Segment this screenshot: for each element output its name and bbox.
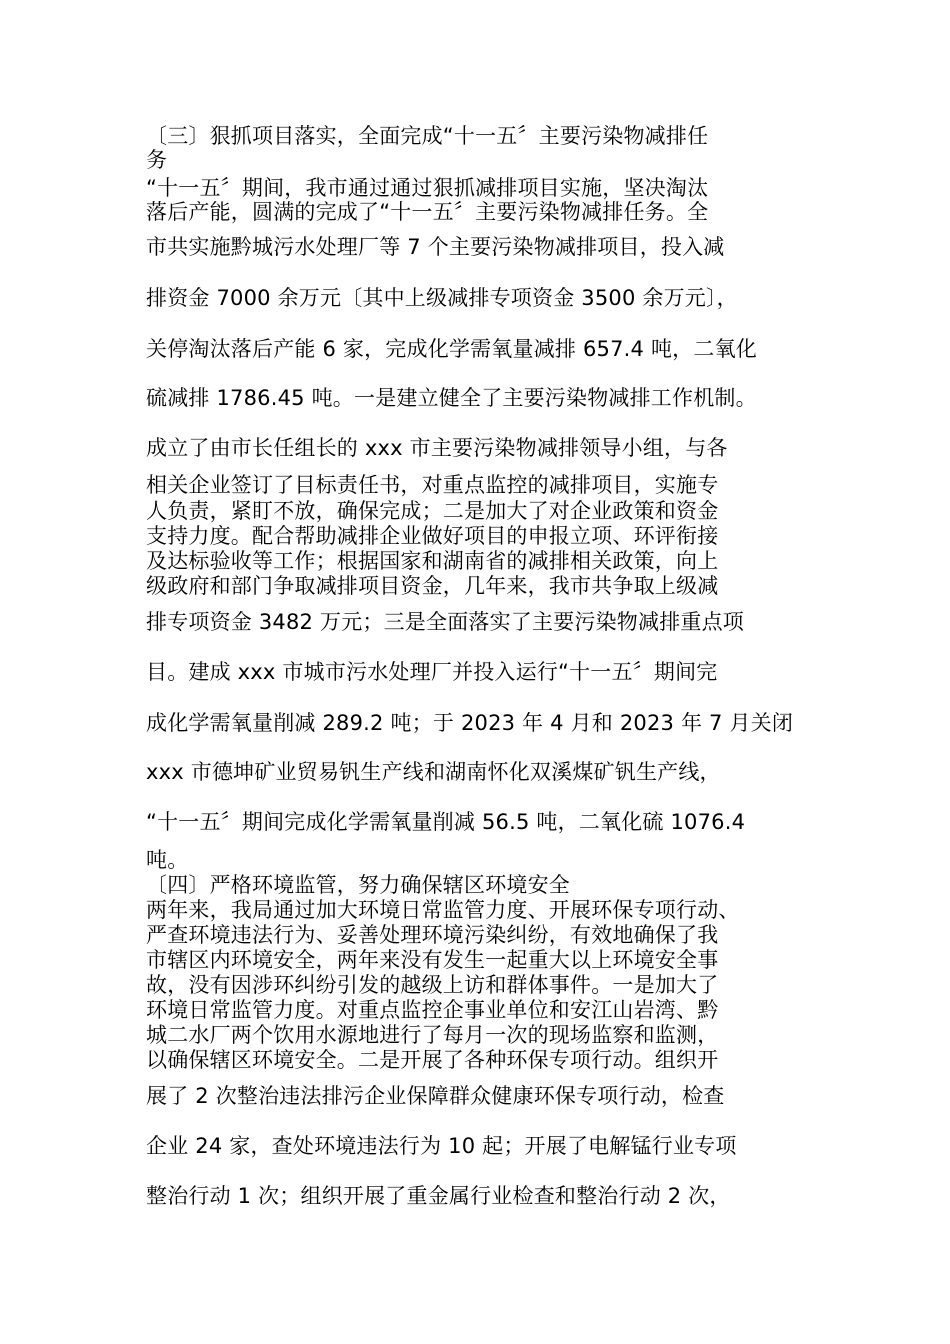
section-heading-3-continued: 务 — [146, 148, 168, 172]
paragraph-line: 级政府和部门争取减排项目资金，几年来，我市共争取上级减 — [146, 574, 719, 598]
paragraph-line: 人负责，紧盯不放，确保完成；二是加大了对企业政策和资金 — [146, 499, 719, 523]
paragraph-line: 硫减排 1786.45 吨。一是建立健全了主要污染物减排工作机制。 — [146, 386, 757, 410]
paragraph-line: 成化学需氧量削减 289.2 吨；于 2023 年 4 月和 2023 年 7 月关闭 — [146, 711, 794, 735]
paragraph-line: 吨。 — [146, 848, 189, 872]
paragraph-line: 相关企业签订了目标责任书，对重点监控的减排项目，实施专 — [146, 473, 719, 497]
paragraph-line: 故，没有因涉环纠纷引发的越级上访和群体事件。一是加大了 — [146, 973, 719, 997]
paragraph-line: 及达标验收等工作；根据国家和湖南省的减排相关政策，向上 — [146, 549, 719, 573]
paragraph-line: 支持力度。配合帮助减排企业做好项目的申报立项、环评衔接 — [146, 524, 719, 548]
section-heading-3: 〔三〕狠抓项目落实，全面完成“十一五〞主要污染物减排任 — [146, 124, 709, 148]
paragraph-line: “十一五〞期间完成化学需氧量削减 56.5 吨，二氧化硫 1076.4 — [146, 810, 746, 834]
paragraph-line: 企业 24 家，查处环境违法行为 10 起；开展了电解锰行业专项 — [146, 1134, 737, 1158]
paragraph-line: 关停淘汰落后产能 6 家，完成化学需氧量减排 657.4 吨，二氧化 — [146, 337, 757, 361]
paragraph-line: 市共实施黔城污水处理厂等 7 个主要污染物减排项目，投入减 — [146, 235, 725, 259]
paragraph-line: 目。建成 xxx 市城市污水处理厂并投入运行“十一五〞期间完 — [146, 660, 718, 684]
paragraph-line: 落后产能，圆满的完成了“十一五〞主要污染物减排任务。全 — [146, 200, 709, 224]
section-heading-4: 〔四〕严格环境监管，努力确保辖区环境安全 — [146, 873, 570, 897]
paragraph-line: 展了 2 次整治违法排污企业保障群众健康环保专项行动，检查 — [146, 1084, 725, 1108]
paragraph-line: 以确保辖区环境安全。二是开展了各种环保专项行动。组织开 — [146, 1048, 719, 1072]
paragraph-line: 市辖区内环境安全，两年来没有发生一起重大以上环境安全事 — [146, 948, 719, 972]
paragraph-line: 整治行动 1 次；组织开展了重金属行业检查和整治行动 2 次， — [146, 1184, 731, 1208]
paragraph-line: 两年来，我局通过加大环境日常监管力度、开展环保专项行动、 — [146, 898, 740, 922]
paragraph-line: 环境日常监管力度。对重点监控企事业单位和安江山岩湾、黔 — [146, 998, 719, 1022]
paragraph-line: “十一五〞期间，我市通过通过狠抓减排项目实施，坚决淘汰 — [146, 176, 709, 200]
paragraph-line: 严查环境违法行为、妥善处理环境污染纠纷，有效地确保了我 — [146, 923, 719, 947]
paragraph-line: 城二水厂两个饮用水源地进行了每月一次的现场监察和监测， — [146, 1023, 719, 1047]
paragraph-line: xxx 市德坤矿业贸易钒生产线和湖南怀化双溪煤矿钒生产线， — [146, 760, 721, 784]
paragraph-line: 排资金 7000 余万元〔其中上级减排专项资金 3500 余万元〕， — [146, 286, 738, 310]
paragraph-line: 排专项资金 3482 万元；三是全面落实了主要污染物减排重点项 — [146, 610, 744, 634]
paragraph-line: 成立了由市长任组长的 xxx 市主要污染物减排领导小组，与各 — [146, 436, 728, 460]
